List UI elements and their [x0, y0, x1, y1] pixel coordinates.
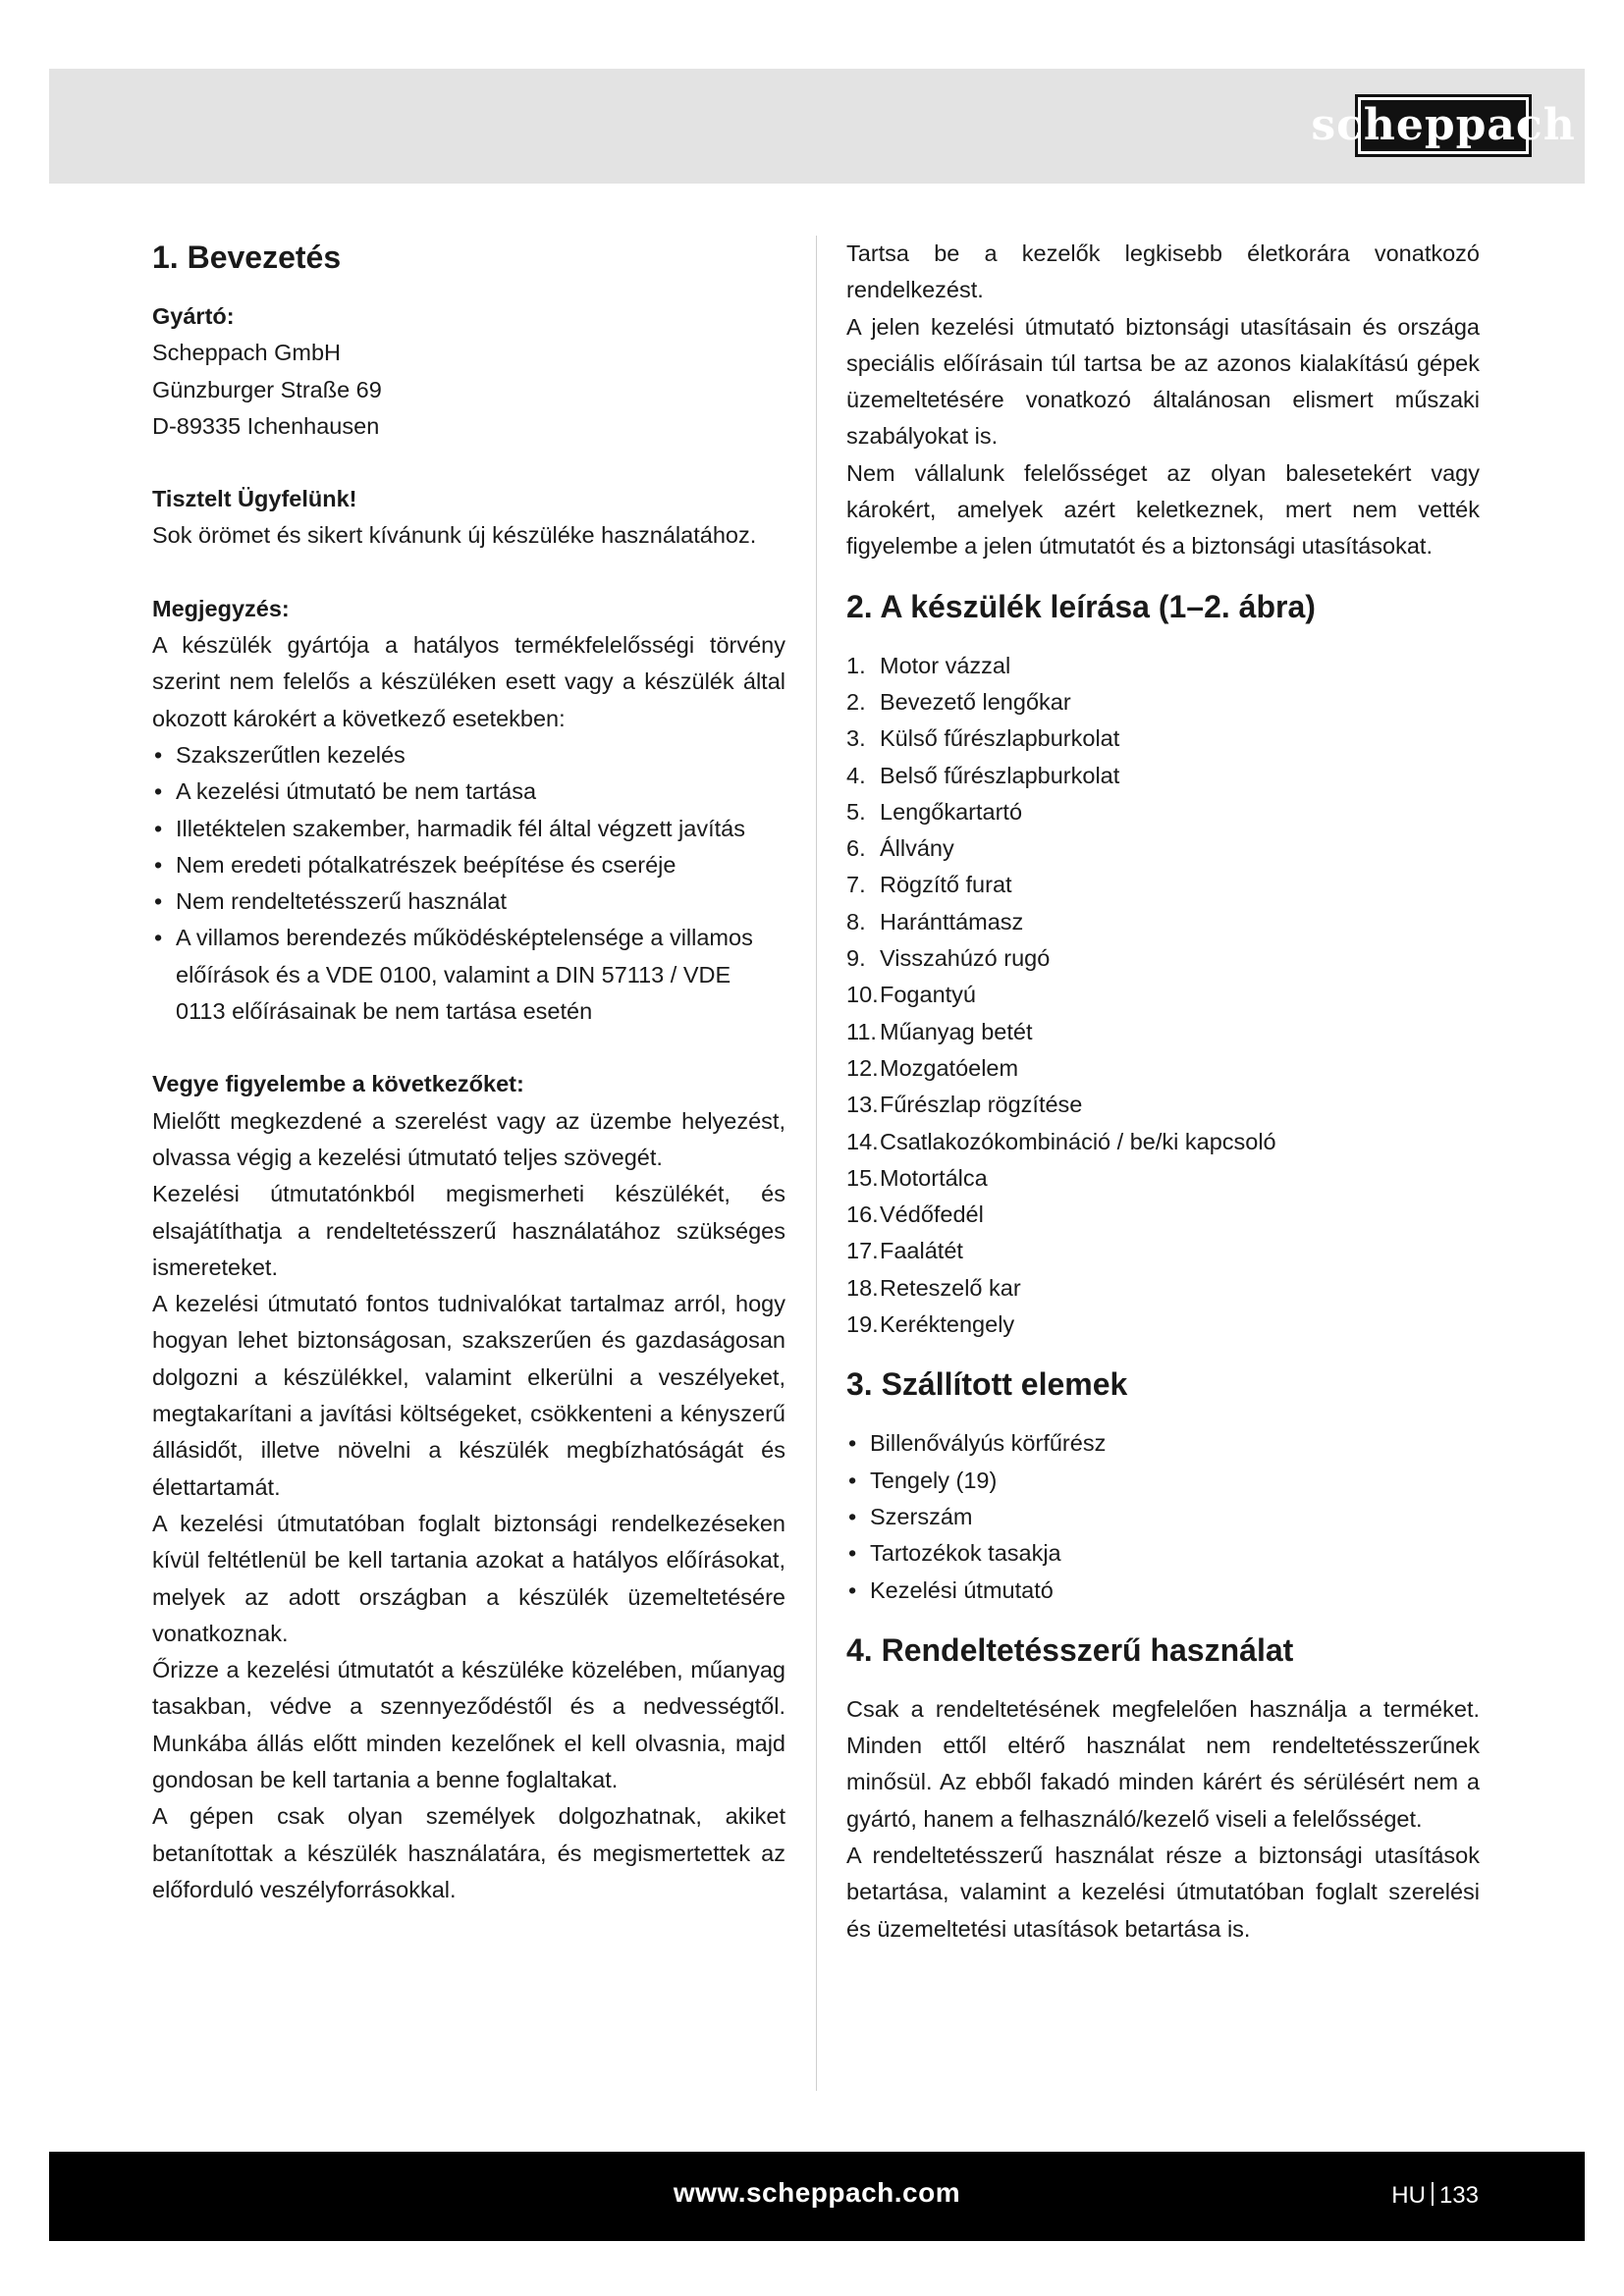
footer-band	[49, 2152, 1585, 2241]
header-band	[49, 69, 1585, 184]
list-item	[846, 1270, 1480, 1307]
part-number: 4.	[846, 762, 866, 788]
observe-paragraph: A gépen csak olyan személyek dolgozhatnak, akiket betanítottak a készülék használatára, és megismertettek az előforduló veszélyforrásokkal.	[152, 1803, 785, 1902]
part-label: Motortálca	[880, 1164, 988, 1191]
part-label: Fűrészlap rögzítése	[880, 1092, 1083, 1118]
list-item: • A villamos berendezés működésképtelensége a villamos előírások és a VDE 0100, valamint a DIN 57113 / VDE 0113 előírásainak be nem tartása esetén	[152, 920, 785, 1030]
list-item	[846, 830, 1480, 867]
dear-customer-text: Sok örömet és sikert kívánunk új készüléke használatához.	[152, 522, 757, 549]
part-number: 16.	[846, 1201, 879, 1228]
part-label: Külső fűrészlapburkolat	[880, 725, 1120, 752]
part-number: 11.	[846, 1018, 877, 1044]
list-item	[846, 1160, 1480, 1197]
part-label: Rögzítő furat	[880, 872, 1012, 898]
list-item: • Kezelési útmutató	[846, 1573, 1480, 1609]
part-number: 6.	[846, 835, 866, 862]
use-paragraph: Csak a rendeltetésének megfelelően használja a terméket. Minden ettől eltérő használat nem rendeltetésszerűnek minősül. Az ebből fakadó minden kárért és sérülésért nem a gyártó, hanem a felhasználó/kezelő viseli a felelősséget.	[846, 1695, 1480, 1832]
list-item	[846, 1197, 1480, 1233]
part-number: 12.	[846, 1054, 879, 1081]
observe-paragraph: Kezelési útmutatónkból megismerheti készülékét, és elsajátíthatja a rendeltetésszerű használatához szükséges ismereteket.	[152, 1181, 785, 1280]
list-item: • Illetéktelen szakember, harmadik fél által végzett javítás	[152, 811, 785, 847]
page-number-value: 133	[1438, 2182, 1479, 2209]
observe-paragraph: Mielőtt megkezdené a szerelést vagy az üzembe helyezést, olvassa végig a kezelési útmutató teljes szövegét.	[152, 1107, 785, 1170]
part-number: 17.	[846, 1238, 879, 1264]
list-item	[846, 904, 1480, 940]
list-item	[846, 684, 1480, 721]
list-item: • Szerszám	[846, 1499, 1480, 1535]
part-number: 9.	[846, 945, 866, 972]
note-label: Megjegyzés:	[152, 595, 290, 621]
list-item	[846, 1233, 1480, 1269]
list-item: • Tartozékok tasakja	[846, 1535, 1480, 1572]
list-item: • Nem rendeltetésszerű használat	[152, 883, 785, 920]
note-text: A készülék gyártója a hatályos termékfelelősségi törvény szerint nem felelős a készüléken esett vagy a készülék által okozott károkért a következő esetekben:	[152, 632, 785, 731]
part-label: Belső fűrészlapburkolat	[880, 762, 1120, 788]
intro-paragraph: A jelen kezelési útmutató biztonsági utasításain és országa speciális előírásain túl tartsa be az azonos kialakítású gépek üzemeltetésére vonatkozó általánosan elismert műszaki szabályokat is.	[846, 313, 1480, 450]
part-number: 18.	[846, 1274, 879, 1301]
list-item	[846, 1087, 1480, 1123]
part-label: Lengőkartartó	[880, 798, 1023, 825]
part-label: Csatlakozókombináció / be/ki kapcsoló	[880, 1128, 1276, 1154]
list-item: • Tengely (19)	[846, 1463, 1480, 1499]
list-item: • Billenővályús körfűrész	[846, 1425, 1480, 1462]
part-number: 3.	[846, 725, 866, 752]
part-label: Állvány	[880, 835, 954, 862]
scheppach-logo: scheppach	[1355, 94, 1532, 157]
observe-paragraph: A kezelési útmutató fontos tudnivalókat tartalmaz arról, hogy hogyan lehet biztonságosan, szakszerűen és gazdaságosan dolgozni a készülékkel, valamint elkerülni a veszélyeket, megtakarítani a javítási költségeket, csökkenteni a kényszerű állásidőt, illetve növelni a készülék megbízhatóságát és élettartamát.	[152, 1291, 785, 1500]
dear-customer-label: Tisztelt Ügyfelünk!	[152, 486, 357, 512]
manufacturer-line: Günzburger Straße 69	[152, 376, 382, 402]
list-item	[846, 977, 1480, 1013]
list-item	[846, 940, 1480, 977]
list-item	[846, 1124, 1480, 1160]
list-item	[846, 1014, 1480, 1050]
part-number: 2.	[846, 688, 866, 715]
list-item	[846, 721, 1480, 757]
observe-paragraph: Őrizze a kezelési útmutatót a készüléke közelében, műanyag tasakban, védve a szennyeződéstől és a nedvességtől. Munkába állás előtt minden kezelőnek el kell olvasnia, majd gondosan be kell tartania a benne foglaltakat.	[152, 1657, 785, 1792]
language-code: HU	[1391, 2182, 1426, 2209]
list-item	[846, 648, 1480, 684]
section-4-title: 4. Rendeltetésszerű használat	[846, 1631, 1294, 1668]
right-column	[846, 236, 1480, 1948]
list-item	[846, 867, 1480, 903]
part-number: 10.	[846, 982, 879, 1008]
left-column	[152, 236, 785, 1908]
parts-list	[846, 648, 1480, 1344]
list-item	[846, 1307, 1480, 1343]
note-bullet-list	[152, 737, 785, 1030]
list-item	[846, 758, 1480, 794]
observe-paragraph: A kezelési útmutatóban foglalt biztonsági rendelkezéseken kívül feltétlenül be kell tartania azokat a hatályos előírásokat, melyek az adott országban a készülék üzemeltetésére vonatkoznak.	[152, 1510, 785, 1646]
part-label: Műanyag betét	[880, 1018, 1033, 1044]
column-divider	[816, 236, 817, 2091]
part-number: 5.	[846, 798, 866, 825]
part-label: Keréktengely	[880, 1311, 1015, 1338]
list-item	[846, 1050, 1480, 1087]
part-label: Védőfedél	[880, 1201, 984, 1228]
footer-url: www.scheppach.com	[673, 2177, 961, 2208]
page-number	[1391, 2182, 1479, 2210]
part-number: 19.	[846, 1311, 879, 1338]
intro-paragraph: Tartsa be a kezelők legkisebb életkorára vonatkozó rendelkezést.	[846, 240, 1480, 303]
part-label: Fogantyú	[880, 982, 976, 1008]
list-item: • A kezelési útmutató be nem tartása	[152, 774, 785, 810]
page-separator	[1432, 2182, 1434, 2206]
section-3-title: 3. Szállított elemek	[846, 1366, 1128, 1403]
use-paragraph: A rendeltetésszerű használat része a biztonsági utasítások betartása, valamint a kezelési útmutatóban foglalt szerelési és üzemeltetési utasítások betartása is.	[846, 1842, 1480, 1942]
manufacturer-line: Scheppach GmbH	[152, 340, 342, 366]
part-number: 15.	[846, 1164, 879, 1191]
intro-paragraph: Nem vállalunk felelősséget az olyan balesetekért vagy károkért, amelyek azért keletkeznek, mert nem vették figyelembe a jelen útmutatót és a biztonsági utasításokat.	[846, 459, 1480, 560]
list-item: • Nem eredeti pótalkatrészek beépítése és cseréje	[152, 847, 785, 883]
part-label: Bevezető lengőkar	[880, 688, 1071, 715]
part-label: Visszahúzó rugó	[880, 945, 1051, 972]
section-1-title: 1. Bevezetés	[152, 240, 342, 275]
part-number: 8.	[846, 908, 866, 934]
part-number: 13.	[846, 1092, 879, 1118]
part-label: Motor vázzal	[880, 652, 1011, 678]
part-number: 1.	[846, 652, 866, 678]
manufacturer-label: Gyártó:	[152, 303, 235, 329]
delivered-items-list	[846, 1425, 1480, 1608]
part-label: Haránttámasz	[880, 908, 1024, 934]
part-label: Mozgatóelem	[880, 1054, 1019, 1081]
part-number: 7.	[846, 872, 866, 898]
manufacturer-line: D-89335 Ichenhausen	[152, 412, 380, 439]
part-number: 14.	[846, 1128, 879, 1154]
part-label: Faalátét	[880, 1238, 963, 1264]
list-item: • Szakszerűtlen kezelés	[152, 737, 785, 774]
list-item	[846, 794, 1480, 830]
part-label: Reteszelő kar	[880, 1274, 1021, 1301]
section-2-title: 2. A készülék leírása (1–2. ábra)	[846, 588, 1316, 624]
observe-label: Vegye figyelembe a következőket:	[152, 1071, 524, 1097]
